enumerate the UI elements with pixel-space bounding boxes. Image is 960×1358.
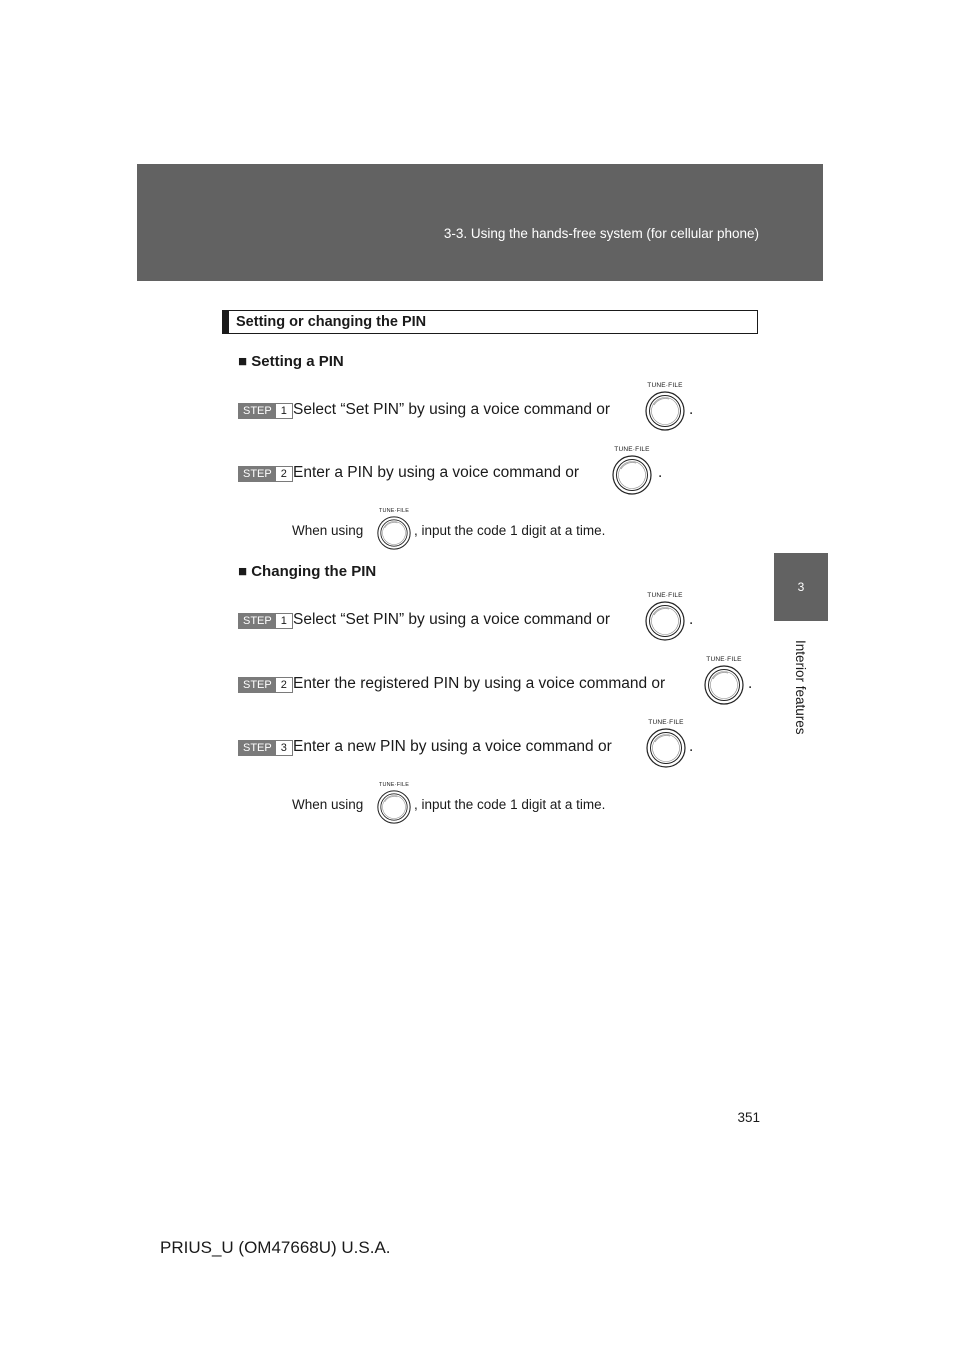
step-end: . <box>689 738 694 755</box>
changing-note-after <box>414 797 605 817</box>
tune-file-dial-icon: TUNE·FILE <box>644 719 688 771</box>
note-text-after: , input the code 1 digit at a time. <box>414 797 606 812</box>
step-badge: STEP 2 <box>238 466 293 482</box>
model-code: PRIUS_U (OM47668U) U.S.A. <box>160 1238 391 1257</box>
step-badge: STEP 1 <box>238 613 293 629</box>
page-header-title: 3-3. Using the hands-free system (for cellular phone) <box>443 226 759 241</box>
step-text: Select “Set PIN” by using a voice command or <box>293 401 611 418</box>
chapter-number: 3 <box>797 580 805 594</box>
step-badge: STEP 3 <box>238 740 293 756</box>
subheading-changing-pin: ■ Changing the PIN <box>238 563 377 580</box>
chapter-tab <box>774 553 828 621</box>
step-text: Enter a PIN by using a voice command or <box>293 464 580 481</box>
setting-note <box>292 523 363 543</box>
step-end: . <box>748 675 753 692</box>
subheading-setting-pin: ■ Setting a PIN <box>238 353 344 370</box>
chapter-label: Interior features <box>793 640 808 735</box>
tune-file-dial-icon: TUNE·FILE <box>376 508 412 552</box>
note-text-before: When using <box>292 797 364 812</box>
tune-file-dial-icon: TUNE·FILE <box>643 592 687 644</box>
step-end: . <box>689 401 694 418</box>
page-number: 351 <box>737 1110 760 1125</box>
step-text: Enter the registered PIN by using a voice command or <box>293 675 666 692</box>
section-header-box <box>222 310 758 334</box>
step-badge: STEP 1 <box>238 403 293 419</box>
tune-file-dial-icon: TUNE·FILE <box>643 382 687 434</box>
step-text: Select “Set PIN” by using a voice command or <box>293 611 611 628</box>
tune-file-dial-icon: TUNE·FILE <box>610 446 654 498</box>
note-text-after: , input the code 1 digit at a time. <box>414 523 606 538</box>
chapter-label-container <box>792 640 812 760</box>
tune-file-dial-icon: TUNE·FILE <box>376 782 412 826</box>
step-text: Enter a new PIN by using a voice command or <box>293 738 612 755</box>
note-text-before: When using <box>292 523 364 538</box>
changing-note <box>292 797 363 817</box>
step-end: . <box>689 611 694 628</box>
step-badge: STEP 2 <box>238 677 293 693</box>
step-end: . <box>658 464 663 481</box>
section-title: Setting or changing the PIN <box>236 314 427 330</box>
setting-note-after <box>414 523 605 543</box>
header-band <box>137 164 823 281</box>
tune-file-dial-icon: TUNE·FILE <box>702 656 746 708</box>
